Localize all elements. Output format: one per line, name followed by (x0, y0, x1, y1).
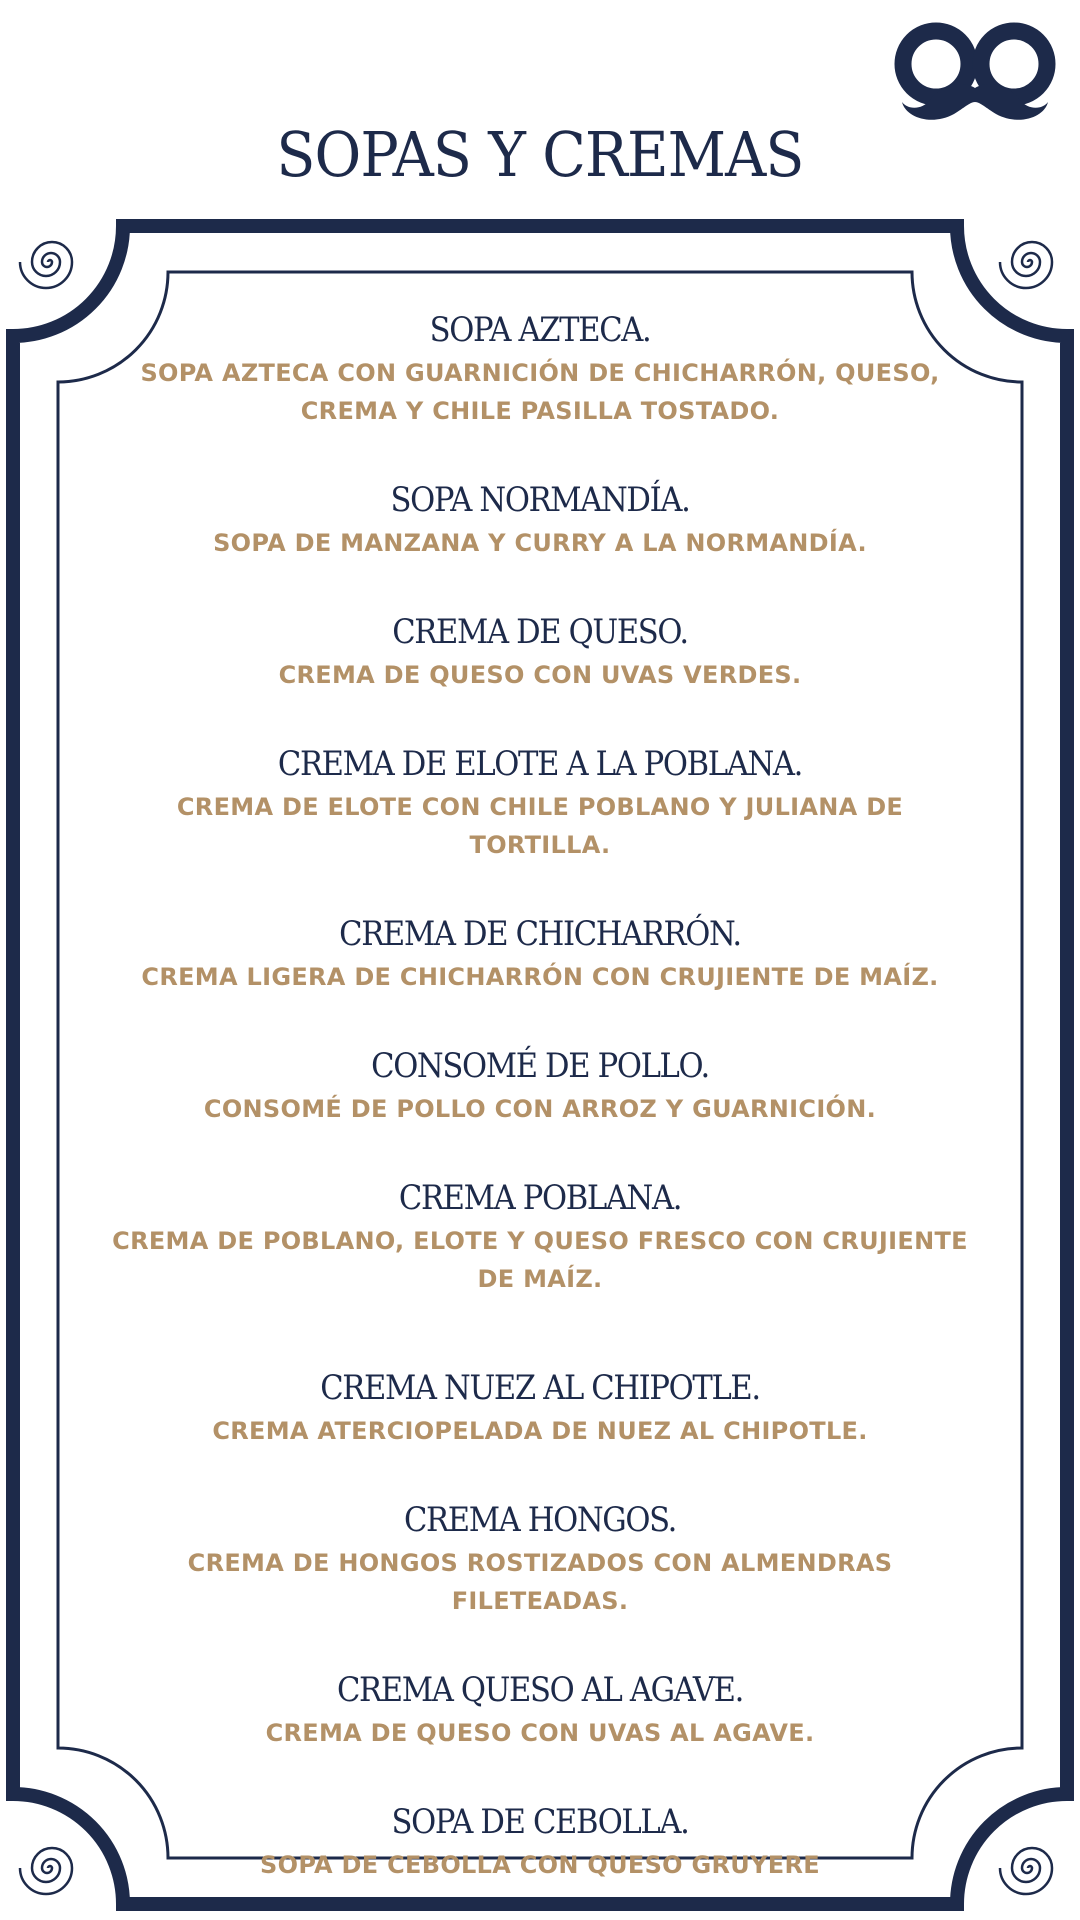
item-name: SOPA AZTECA. (429, 310, 651, 350)
item-description: CREMA DE ELOTE CON CHILE POBLANO Y JULIANA DE TORTILLA. (176, 793, 904, 859)
item-description: SOPA AZTECA CON GUARNICIÓN DE CHICHARRÓN, QUESO, CREMA Y CHILE PASILLA TOSTADO. (140, 359, 940, 425)
menu-list (90, 310, 990, 1884)
menu-item (90, 480, 990, 562)
item-name: CREMA QUESO AL AGAVE. (336, 1670, 744, 1710)
item-name: SOPA NORMANDÍA. (390, 480, 690, 520)
spiral-icon-top-left (20, 242, 72, 288)
item-description: CREMA LIGERA DE CHICHARRÓN CON CRUJIENTE DE MAÍZ. (141, 963, 939, 991)
item-description: CREMA ATERCIOPELADA DE NUEZ AL CHIPOTLE. (212, 1417, 868, 1445)
page-title: SOPAS Y CREMAS (276, 118, 804, 191)
item-name: CREMA DE QUESO. (392, 612, 688, 652)
menu-item (90, 744, 990, 864)
item-name: CONSOMÉ DE POLLO. (371, 1046, 709, 1086)
menu-item (90, 310, 990, 430)
item-name: CREMA DE CHICHARRÓN. (339, 914, 741, 954)
item-description: CREMA DE POBLANO, ELOTE Y QUESO FRESCO CON CRUJIENTE DE MAÍZ. (112, 1227, 968, 1293)
menu-item (90, 914, 990, 996)
item-description: CREMA DE QUESO CON UVAS VERDES. (278, 661, 802, 689)
menu-item (90, 1368, 990, 1450)
menu-item (90, 1802, 990, 1884)
item-description: CREMA DE HONGOS ROSTIZADOS CON ALMENDRAS FILETEADAS. (187, 1549, 893, 1615)
item-description: SOPA DE CEBOLLA CON QUESO GRUYERE (260, 1851, 820, 1879)
item-name: SOPA DE CEBOLLA. (391, 1802, 689, 1842)
menu-item (90, 1046, 990, 1128)
menu-item (90, 1500, 990, 1620)
mustache-logo-icon (890, 14, 1060, 130)
item-description: CONSOMÉ DE POLLO CON ARROZ Y GUARNICIÓN. (203, 1095, 877, 1123)
spiral-icon-bottom-left (20, 1848, 72, 1894)
item-description: SOPA DE MANZANA Y CURRY A LA NORMANDÍA. (213, 529, 867, 557)
item-name: CREMA DE ELOTE A LA POBLANA. (277, 744, 803, 784)
spiral-icon-bottom-right (1000, 1848, 1052, 1894)
item-description: CREMA DE QUESO CON UVAS AL AGAVE. (265, 1719, 815, 1747)
menu-item (90, 1670, 990, 1752)
menu-item (90, 612, 990, 694)
item-name: CREMA POBLANA. (398, 1178, 682, 1218)
spiral-icon-top-right (1000, 242, 1052, 288)
menu-item (90, 1178, 990, 1298)
item-name: CREMA HONGOS. (403, 1500, 677, 1540)
item-name: CREMA NUEZ AL CHIPOTLE. (320, 1368, 760, 1408)
